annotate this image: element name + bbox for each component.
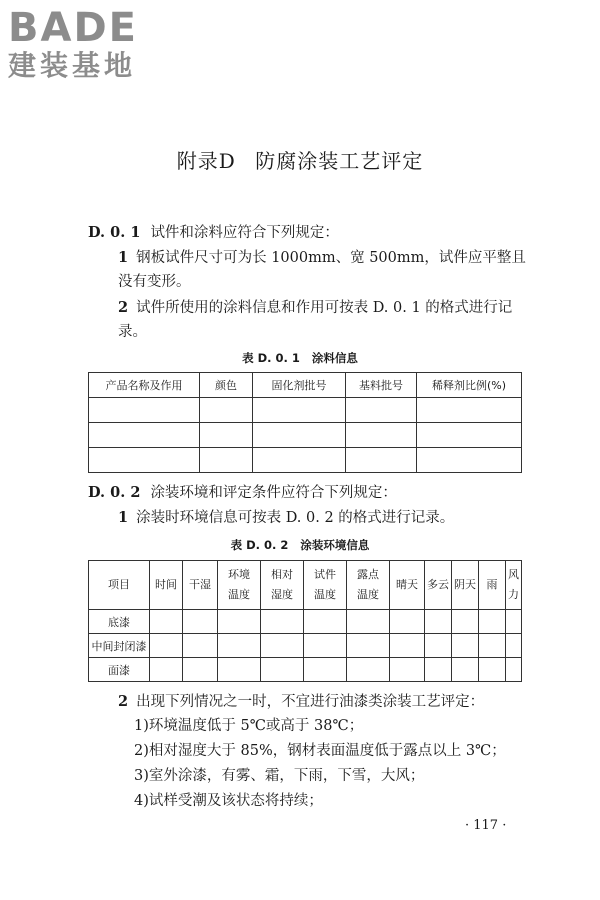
- table-header-row: [89, 373, 522, 398]
- header-cell: 雨: [479, 561, 506, 610]
- clause-d02: [88, 481, 397, 505]
- logo-brand-text: BADE: [8, 5, 138, 51]
- row-label: 面漆: [89, 658, 150, 682]
- clause-number: D. 0. 1: [88, 224, 141, 241]
- header-cell: 露点 温度: [347, 561, 390, 610]
- clause-text: 涂装环境和评定条件应符合下列规定：: [150, 485, 397, 501]
- table1-caption-title: 涂料信息: [311, 351, 358, 365]
- table2-caption: [0, 537, 600, 553]
- header-cell: 产品名称及作用: [89, 373, 200, 398]
- appendix-name: 防腐涂装工艺评定: [255, 149, 424, 173]
- coating-environment-table: [88, 560, 522, 682]
- condition-item: 1)环境温度低于 5℃或高于 38℃；: [134, 718, 364, 734]
- clause-d01-item1: [118, 246, 528, 294]
- clause-d02-item2: [118, 690, 484, 714]
- condition-item: 2)相对湿度大于 85%，钢材表面温度低于露点以上 3℃；: [134, 743, 506, 759]
- row-label: 底漆: [89, 610, 150, 634]
- clause-text: 试件和涂料应符合下列规定：: [150, 225, 339, 241]
- header-cell: 环境 温度: [218, 561, 261, 610]
- clause-number: D. 0. 2: [88, 484, 141, 501]
- condition-item: 3)室外涂漆，有雾、霜，下雨，下雪，大风；: [134, 768, 425, 784]
- item-number: 1: [118, 509, 129, 526]
- header-cell: 稀释剂比例(%): [417, 373, 522, 398]
- table-row: [89, 634, 522, 658]
- coating-info-table: [88, 372, 522, 473]
- header-cell: 试件 温度: [304, 561, 347, 610]
- header-cell: 时间: [150, 561, 183, 610]
- logo-subtitle: 建装基地: [8, 49, 137, 82]
- header-cell: 颜色: [200, 373, 253, 398]
- item-number: 2: [118, 299, 129, 316]
- header-cell: 阴天: [452, 561, 479, 610]
- page-number: · 117 ·: [465, 818, 507, 833]
- header-cell: 基料批号: [346, 373, 417, 398]
- item-text: 钢板试件尺寸可为长 1000mm、宽 500mm，试件应平整且没有变形。: [118, 250, 526, 290]
- row-label: 中间封闭漆: [89, 634, 150, 658]
- table1-caption: [0, 350, 600, 366]
- brand-logo: [8, 6, 138, 82]
- item-text: 出现下列情况之一时，不宜进行油漆类涂装工艺评定：: [136, 694, 485, 710]
- header-cell: 固化剂批号: [253, 373, 346, 398]
- clause-d01-item2: [118, 296, 528, 344]
- item-text: 试件所使用的涂料信息和作用可按表 D. 0. 1 的格式进行记录。: [118, 300, 513, 340]
- appendix-label: 附录D: [176, 149, 236, 173]
- table-row: [89, 398, 522, 423]
- clause-d02-item1: [118, 506, 454, 530]
- header-cell: 晴天: [390, 561, 425, 610]
- item-text: 涂装时环境信息可按表 D. 0. 2 的格式进行记录。: [136, 510, 455, 526]
- header-cell: 干湿: [183, 561, 218, 610]
- appendix-title: [0, 145, 600, 174]
- header-cell: 相对 湿度: [261, 561, 304, 610]
- table-row: [89, 423, 522, 448]
- header-cell: 风力: [506, 561, 522, 610]
- table-row: [89, 658, 522, 682]
- condition-item: 4)试样受潮及该状态将持续；: [134, 793, 323, 809]
- header-cell: 项目: [89, 561, 150, 610]
- table-row: [89, 448, 522, 473]
- table2-caption-number: 表 D. 0. 2: [230, 538, 289, 552]
- header-cell: 多云: [425, 561, 452, 610]
- clause-d01: [88, 221, 339, 245]
- table-row: [89, 610, 522, 634]
- table1-caption-number: 表 D. 0. 1: [242, 351, 300, 365]
- table-header-row: [89, 561, 522, 610]
- table2-caption-title: 涂装环境信息: [300, 538, 370, 552]
- item-number: 2: [118, 693, 129, 710]
- item-number: 1: [118, 249, 129, 266]
